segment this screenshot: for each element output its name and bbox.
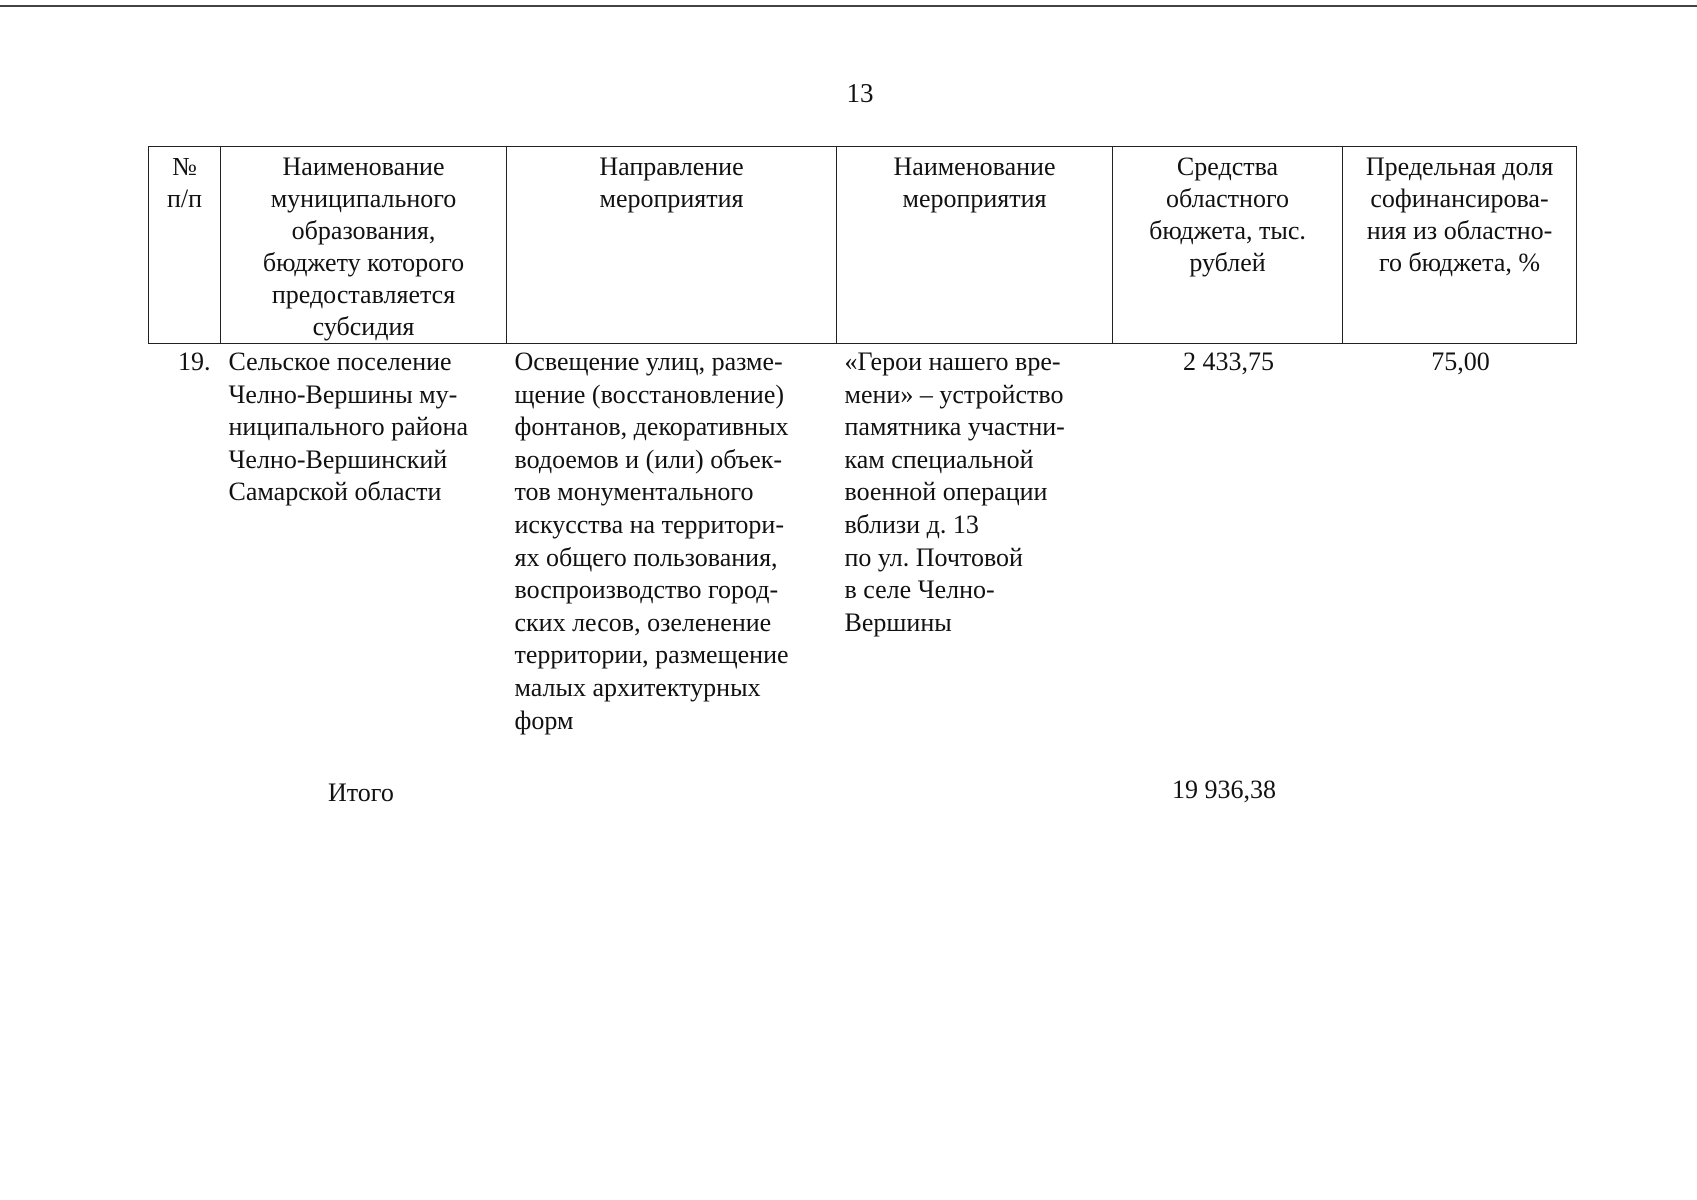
header-direction: Направление мероприятия: [507, 147, 837, 344]
row-number: 19.: [178, 347, 211, 376]
table-row: [149, 344, 1577, 738]
row-event-name: «Герои нашего вре- мени» – устройство памятника участни- кам специальной военной операции вблизи д. 13 по ул. Почтовой в селе Челно- Вершины: [844, 347, 1065, 637]
header-budget: Средства областного бюджета, тыс. рублей: [1113, 147, 1343, 344]
table-header-row: [149, 147, 1577, 344]
row-share: 75,00: [1431, 347, 1490, 376]
header-share: Предельная доля софинансирова- ния из областно- го бюджета, %: [1343, 147, 1577, 344]
row-budget: 2 433,75: [1183, 347, 1274, 376]
page-number: 13: [846, 78, 874, 108]
header-number: № п/п: [149, 147, 221, 344]
subsidy-table: [148, 146, 1577, 737]
header-municipality: Наименование муниципального образования, бюджету которого предоставляется субсидия: [221, 147, 507, 344]
total-label: Итого: [328, 778, 394, 807]
total-value: 19 936,38: [1172, 775, 1276, 804]
row-municipality: Сельское поселение Челно-Вершины му- ниципального района Челно-Вершинский Самарской области: [228, 347, 469, 507]
header-event-name: Наименование мероприятия: [837, 147, 1113, 344]
top-rule: [0, 5, 1697, 7]
row-direction: Освещение улиц, разме- щение (восстановление) фонтанов, декоративных водоемов и (или) объек- тов монументального искусства на территори- ях общего пользования, воспроизводство город- ских лесов, озеленение территории, размещение малых архитектурных форм: [514, 347, 789, 735]
